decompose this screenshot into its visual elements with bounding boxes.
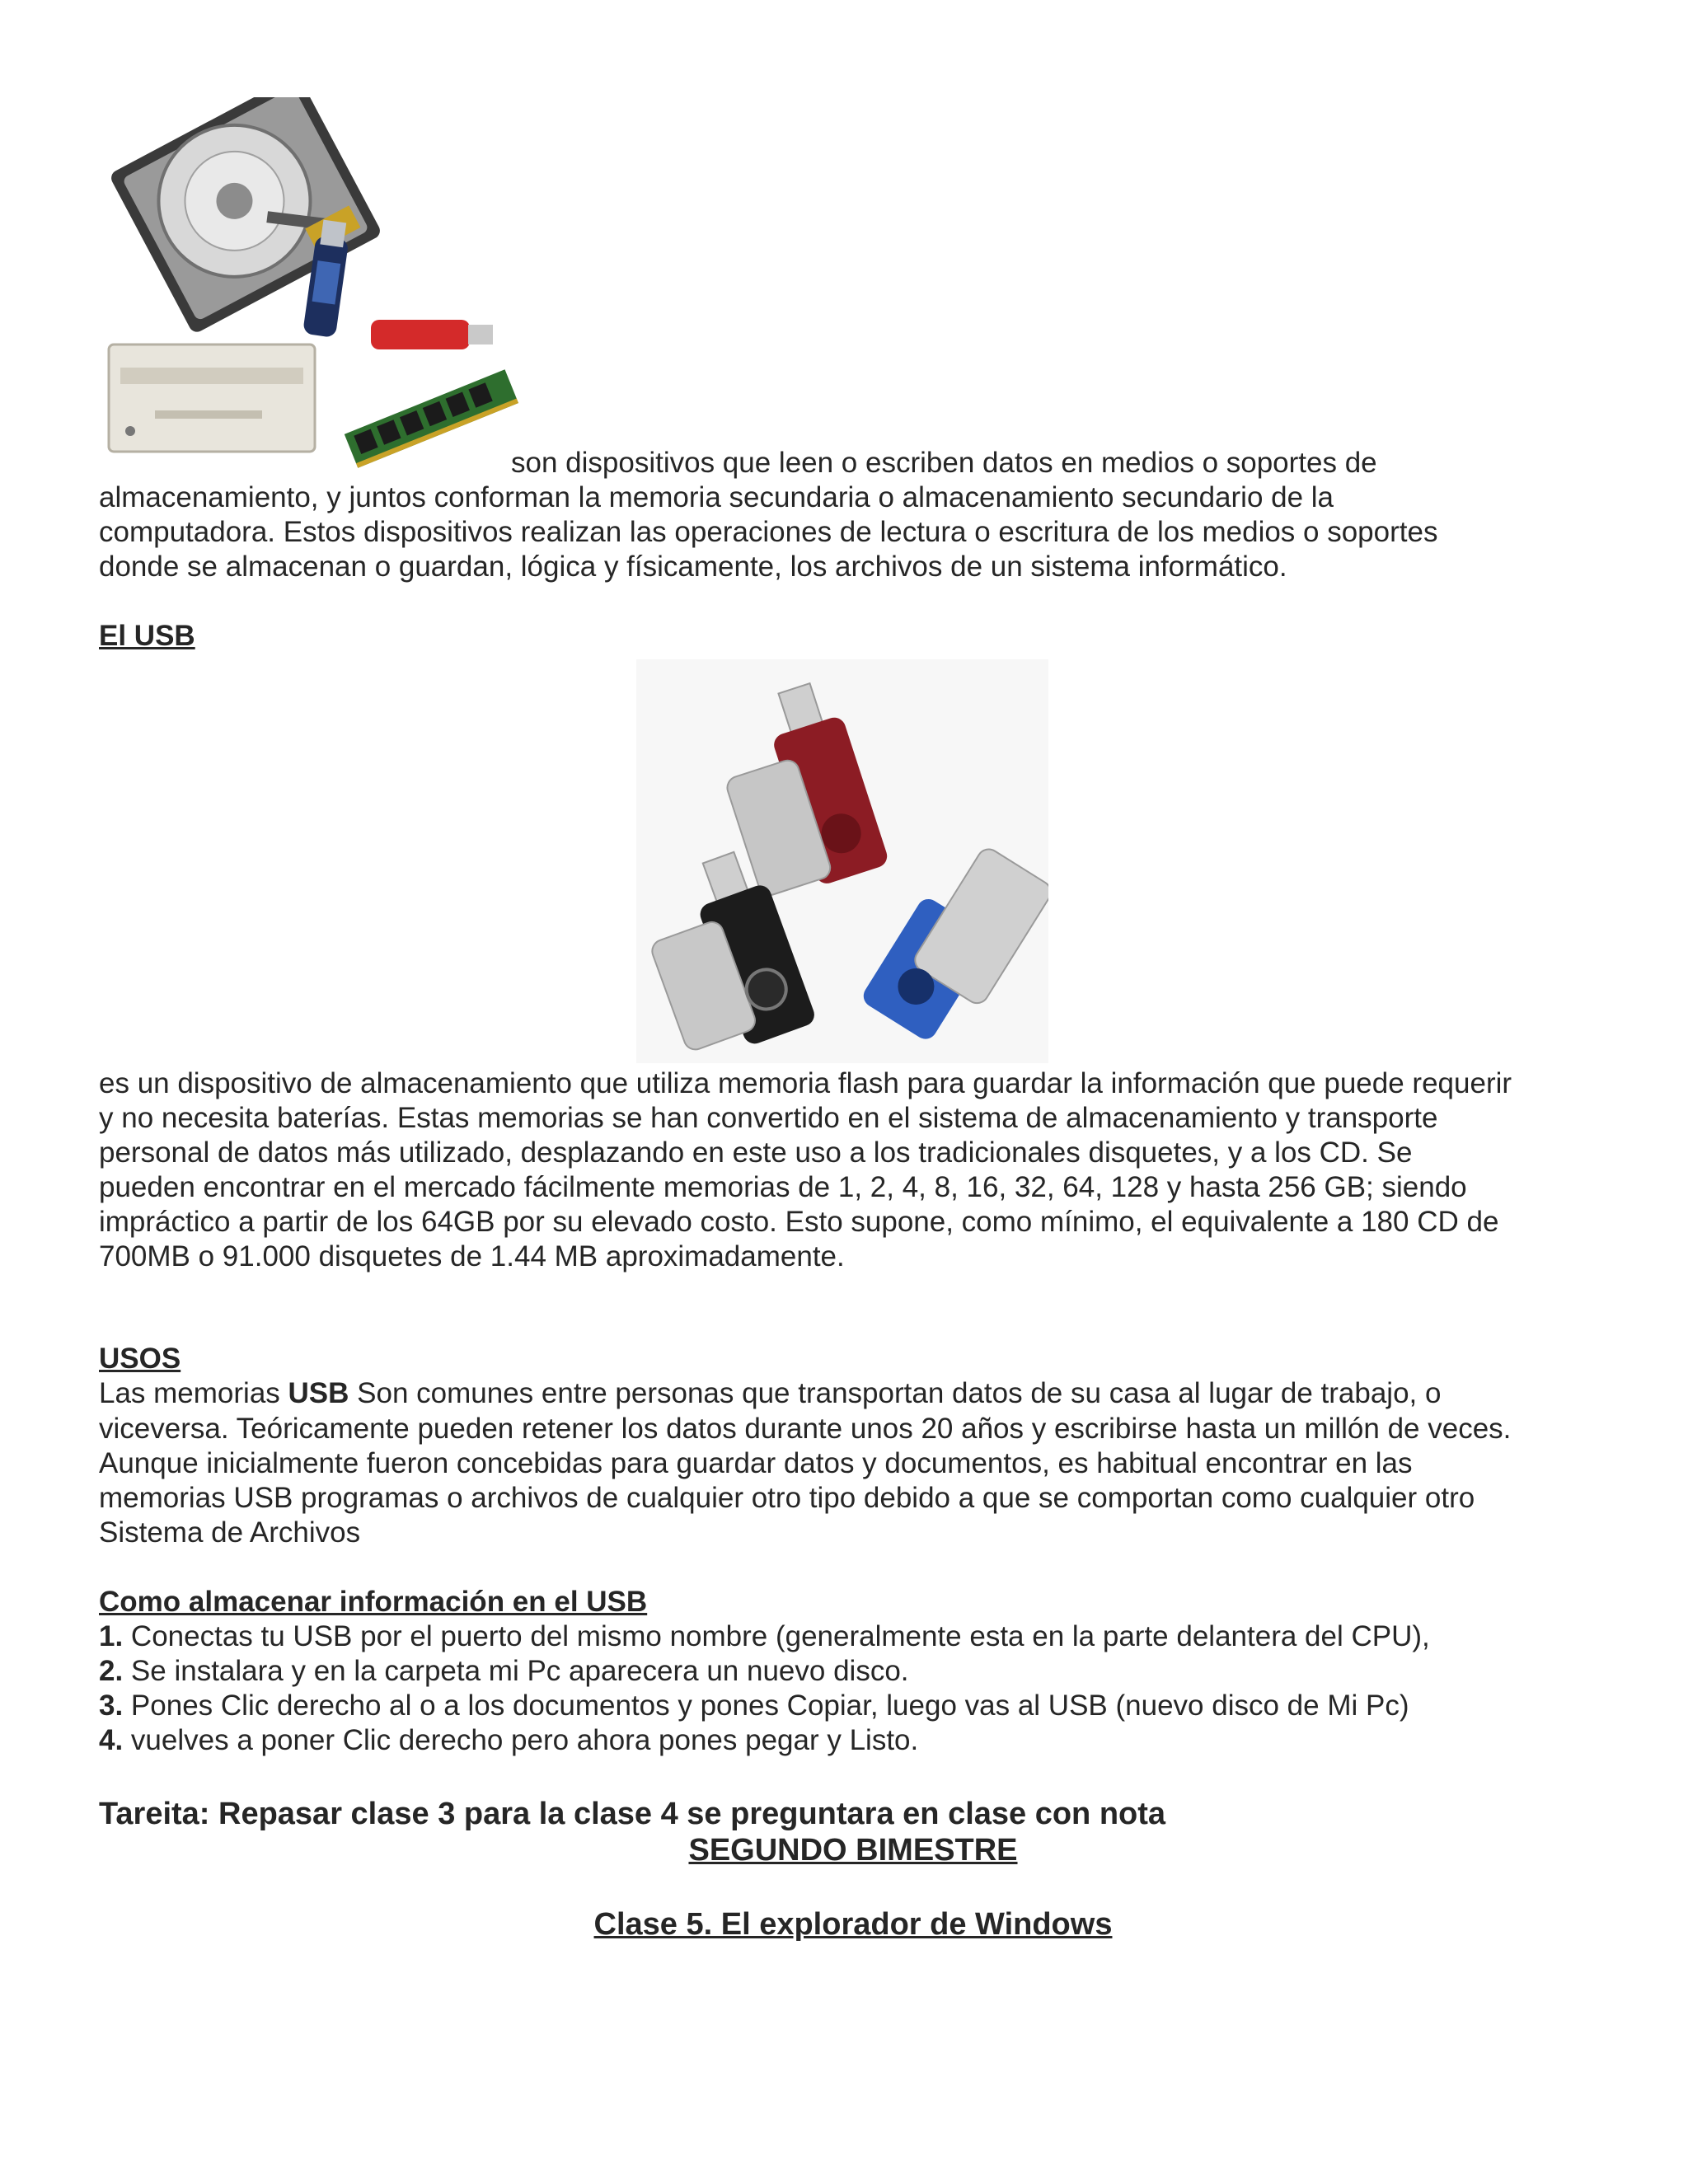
homework-note: Tareita: Repasar clase 3 para la clase 4 se preguntara en clase con nota [99, 1797, 1166, 1831]
usb-text-line-3: personal de datos más utilizado, desplazando en este uso a los tradicionales disquetes, y a los CD. Se [99, 1137, 1413, 1169]
usos-text-bold: USB [288, 1377, 349, 1409]
step-number: 3. [99, 1690, 124, 1722]
intro-text-line-3: computadora. Estos dispositivos realizan las operaciones de lectura o escritura de los medios o soportes [99, 516, 1438, 548]
intro-text-line-4: donde se almacenan o guardan, lógica y físicamente, los archivos de un sistema informático. [99, 551, 1287, 583]
step-number: 4. [99, 1724, 124, 1756]
step-text: vuelves a poner Clic derecho pero ahora pones pegar y Listo. [123, 1724, 919, 1756]
usb-text-line-1: es un dispositivo de almacenamiento que utiliza memoria flash para guardar la información que puede requerir [99, 1067, 1512, 1099]
usos-text-line-5: Sistema de Archivos [99, 1516, 361, 1549]
howto-heading: Como almacenar información en el USB [99, 1586, 648, 1618]
usb-drives-image [636, 659, 1048, 1063]
step-text: Se instalara y en la carpeta mi Pc aparecera un nuevo disco. [123, 1655, 909, 1687]
usb-text-line-2: y no necesita baterías. Estas memorias se han convertido en el sistema de almacenamiento y transporte [99, 1102, 1438, 1134]
howto-step-3 [99, 1689, 1409, 1723]
step-text: Conectas tu USB por el puerto del mismo nombre (generalmente esta en la parte delantera del CPU), [123, 1620, 1430, 1652]
usb-heading: El USB [99, 620, 195, 652]
usos-text-line-3: Aunque inicialmente fueron concebidas para guardar datos y documentos, es habitual encontrar en las [99, 1447, 1413, 1479]
howto-step-2 [99, 1654, 909, 1689]
step-number: 1. [99, 1620, 124, 1652]
intro-text-line-1: son dispositivos que leen o escriben datos en medios o soportes de [511, 447, 1377, 479]
usos-text-line-2: viceversa. Teóricamente pueden retener los datos durante unos 20 años y escribirse hasta un millón de veces. [99, 1413, 1512, 1445]
usos-text-line-4: memorias USB programas o archivos de cualquier otro tipo debido a que se comportan como cualquier otro [99, 1482, 1475, 1514]
usos-text-pre: Las memorias [99, 1377, 288, 1409]
step-text: Pones Clic derecho al o a los documentos y pones Copiar, luego vas al USB (nuevo disco de Mi Pc) [123, 1690, 1409, 1722]
usos-text-line-1 [99, 1376, 1441, 1411]
usos-heading: USOS [99, 1343, 181, 1375]
howto-step-1 [99, 1619, 1430, 1654]
class-title: Clase 5. El explorador de Windows [593, 1907, 1113, 1942]
intro-text-line-2: almacenamiento, y juntos conforman la memoria secundaria o almacenamiento secundario de la [99, 481, 1334, 513]
storage-devices-image [106, 97, 526, 476]
usos-text-post: Son comunes entre personas que transportan datos de su casa al lugar de trabajo, o [349, 1377, 1442, 1409]
section-title-bimestre: SEGUNDO BIMESTRE [688, 1833, 1018, 1868]
howto-step-4 [99, 1723, 918, 1758]
step-number: 2. [99, 1655, 124, 1687]
usb-text-line-5: impráctico a partir de los 64GB por su elevado costo. Esto supone, como mínimo, el equivalente a 180 CD de [99, 1206, 1499, 1238]
usb-text-line-4: pueden encontrar en el mercado fácilmente memorias de 1, 2, 4, 8, 16, 32, 64, 128 y hasta 256 GB; siendo [99, 1171, 1467, 1203]
usb-text-line-6: 700MB o 91.000 disquetes de 1.44 MB aproximadamente. [99, 1240, 845, 1272]
